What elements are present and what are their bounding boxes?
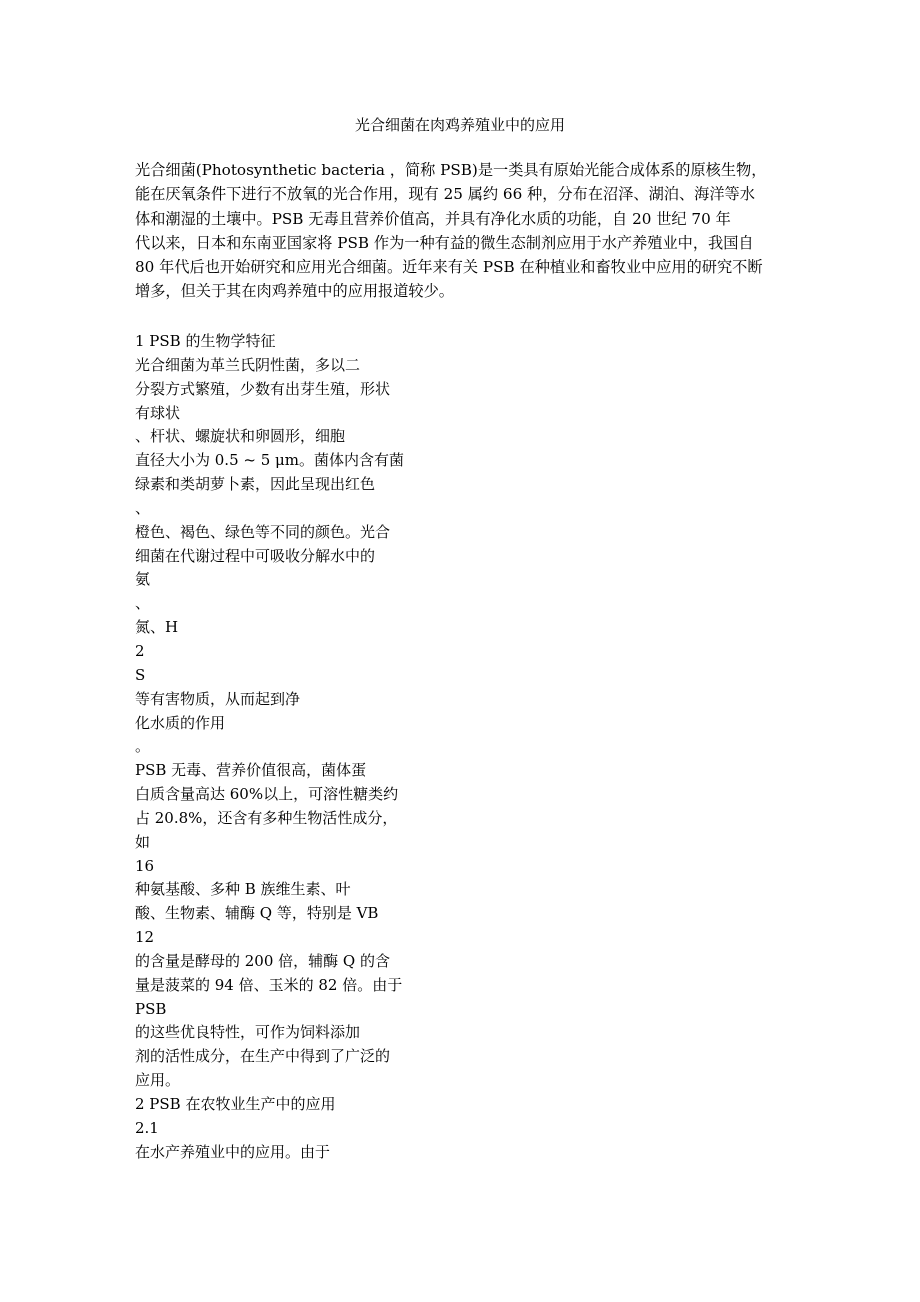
- body-line: 。: [135, 737, 151, 756]
- body-line: 橙色、褐色、绿色等不同的颜色。光合: [135, 522, 391, 541]
- body-line: 如: [135, 832, 151, 851]
- intro-line: 体和潮湿的土壤中。PSB 无毒且营养价值高，并具有净化水质的功能，自 20 世纪 70 年: [135, 209, 731, 228]
- body-line: 绿素和类胡萝卜素，因此呈现出红色: [135, 475, 376, 494]
- subsection-number: 2.1: [135, 1118, 159, 1137]
- body-line: 酸、生物素、辅酶 Q 等，特别是 VB: [135, 904, 379, 923]
- body-line: 化水质的作用: [135, 713, 226, 732]
- body-line: 直径大小为 0.5 ~ 5 μm。菌体内含有菌: [135, 451, 405, 470]
- body-line: PSB 无毒、营养价值很高，菌体蛋: [135, 761, 367, 780]
- intro-line: 代以来，日本和东南亚国家将 PSB 作为一种有益的微生态制剂应用于水产养殖业中，我国自: [135, 233, 754, 252]
- body-line: 种氨基酸、多种 B 族维生素、叶: [135, 880, 351, 899]
- body-line: 细菌在代谢过程中可吸收分解水中的: [135, 546, 376, 565]
- body-line: 分裂方式繁殖，少数有出芽生殖，形状: [135, 379, 391, 398]
- body-line: 、: [135, 594, 151, 613]
- body-line: 、杆状、螺旋状和卵圆形，细胞: [135, 427, 346, 446]
- document-title: 光合细菌在肉鸡养殖业中的应用: [354, 116, 565, 134]
- body-line: 应用。: [135, 1071, 181, 1090]
- section-heading: 1 PSB 的生物学特征: [135, 332, 276, 350]
- body-line: 量是菠菜的 94 倍、玉米的 82 倍。由于: [135, 975, 403, 994]
- body-line: 氮、H: [135, 618, 179, 637]
- body-line: 在水产养殖业中的应用。由于: [135, 1142, 331, 1161]
- body-line: 光合细菌为革兰氏阴性菌，多以二: [135, 355, 361, 374]
- body-text: [135, 330, 535, 1165]
- body-line: 2: [135, 641, 145, 660]
- body-line: 16: [135, 856, 155, 875]
- body-line: 有球状: [135, 403, 181, 422]
- body-line: PSB: [135, 999, 167, 1018]
- body-line: 白质含量高达 60%以上，可溶性糖类约: [135, 785, 399, 804]
- body-line: 等有害物质，从而起到净: [135, 689, 301, 708]
- body-line: 、: [135, 498, 151, 517]
- body-line: 12: [135, 928, 155, 947]
- body-line: 氨: [135, 570, 151, 589]
- section-heading: 2 PSB 在农牧业生产中的应用: [135, 1095, 336, 1113]
- intro-line: 增多，但关于其在肉鸡养殖中的应用报道较少。: [135, 282, 454, 301]
- body-line: 的这些优良特性，可作为饲料添加: [135, 1023, 361, 1042]
- body-line: 的含量是酵母的 200 倍，辅酶 Q 的含: [135, 951, 391, 970]
- body-line: S: [135, 665, 146, 684]
- intro-paragraph: [135, 158, 800, 304]
- intro-line: 能在厌氧条件下进行不放氧的光合作用，现有 25 属约 66 种，分布在沼泽、湖泊、海洋等水: [135, 185, 755, 204]
- intro-line: 光合细菌(Photosynthetic bacteria ，简称 PSB)是一类具有原始光能合成体系的原核生物，: [135, 161, 767, 179]
- body-line: 占 20.8%，还含有多种生物活性成分，: [135, 808, 398, 827]
- body-line: 剂的活性成分，在生产中得到了广泛的: [135, 1047, 391, 1066]
- intro-line: 80 年代后也开始研究和应用光合细菌。近年来有关 PSB 在种植业和畜牧业中应用的研究不断: [135, 258, 763, 277]
